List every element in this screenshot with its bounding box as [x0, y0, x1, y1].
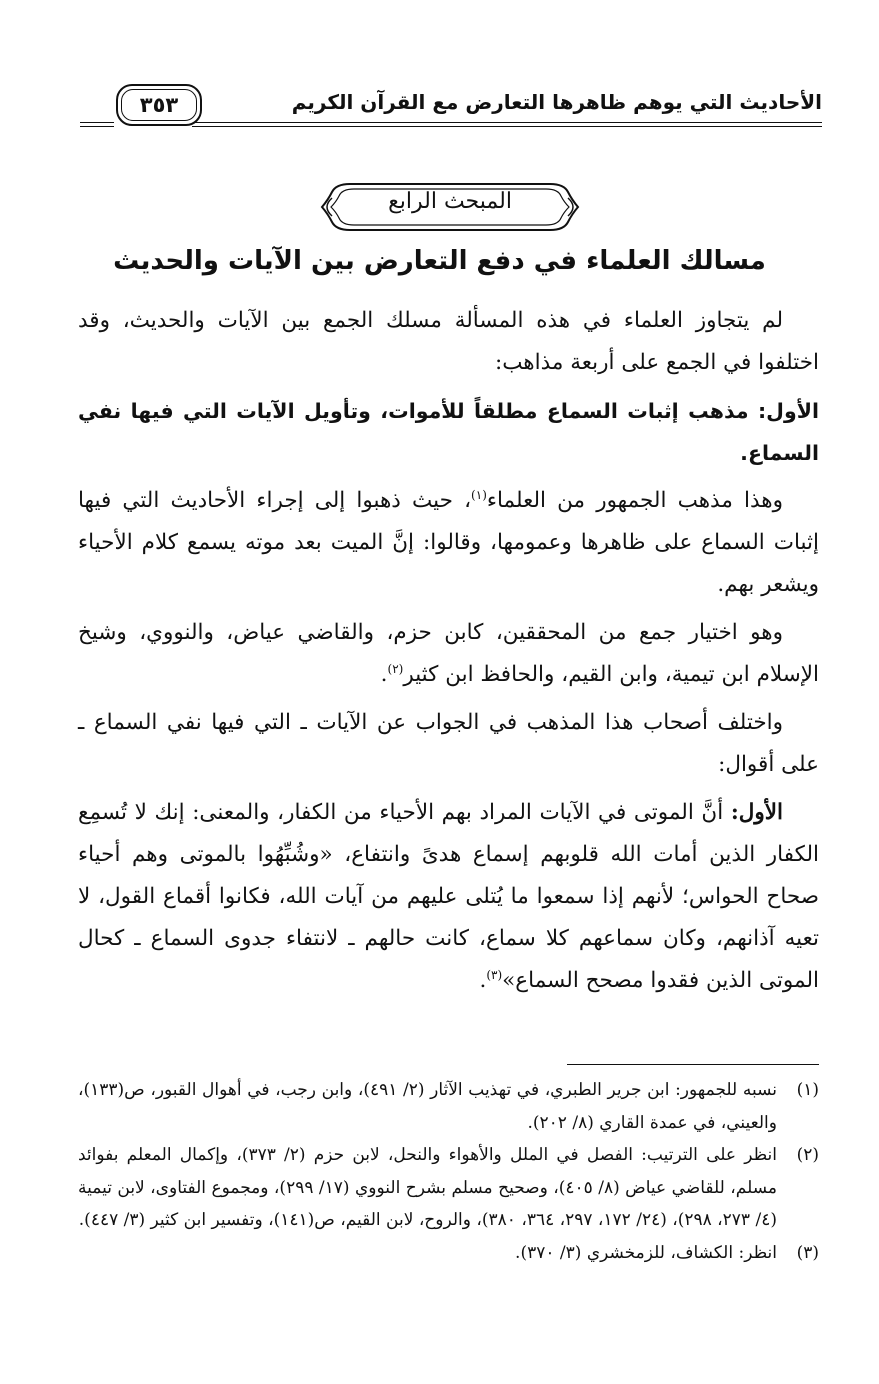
paragraph-6	[78, 792, 819, 1002]
paragraph-1: لم يتجاوز العلماء في هذه المسألة مسلك الجمع بين الآيات والحديث، وقد اختلفوا في الجمع على أربعة مذاهب:	[78, 308, 819, 375]
page-number-frame	[116, 84, 202, 126]
header-rule	[192, 122, 822, 127]
footnote-number: (١)	[796, 1080, 819, 1100]
paragraph-3-text: وهذا مذهب الجمهور من العلماء	[486, 488, 783, 513]
paragraph-4-end: .	[380, 662, 388, 687]
paragraph-5: واختلف أصحاب هذا المذهب في الجواب عن الآيات ـ التي فيها نفي السماع ـ على أقوال:	[78, 710, 819, 777]
footnote-ref-1[interactable]: (١)	[471, 487, 487, 502]
footnote-item	[78, 1237, 819, 1270]
paragraph-first-doctrine: الأول: مذهب إثبات السماع مطلقاً للأموات، وتأويل الآيات التي فيها نفي السماع.	[78, 399, 819, 465]
section-label: المبحث الرابع	[388, 189, 512, 214]
running-header	[80, 84, 822, 128]
paragraph-6-text: أنَّ الموتى في الآيات المراد بهم الأحياء من الكفار، والمعنى: إنك لا تُسمِع الكفار الذين أمات الله قلوبهم إسماع هدىً وانتفاع، «وشُبِّهُوا بالموتى وهم أحياء صحاح الحواس؛ لأنهم إذا سمعوا ما يُتلى عليهم من آيات الله، فكانوا أقماع القول، لا تعيه آذانهم، وكان سماعهم كلا سماع، كانت حالهم ـ لانتفاء جدوى السماع ـ كحال الموتى الذين فقدوا مصحح السماع»	[78, 800, 819, 993]
paragraph-4-text: وهو اختيار جمع من المحققين، كابن حزم، والقاضي عياض، والنووي، وشيخ الإسلام ابن تيمية، وابن القيم، والحافظ ابن كثير	[78, 620, 819, 687]
header-left-rule	[80, 122, 114, 127]
footnote-item	[78, 1139, 819, 1237]
footnote-text: نسبه للجمهور: ابن جرير الطبري، في تهذيب الآثار (٢/ ٤٩١)، وابن رجب، في أهوال القبور، ص(١٣٣)، والعيني، في عمدة القاري (٨/ ٢٠٢).	[78, 1080, 777, 1133]
footnote-text: انظر: الكشاف، للزمخشري (٣/ ٣٧٠).	[515, 1242, 777, 1263]
footnote-number: (٣)	[796, 1242, 819, 1263]
footnote-ref-3[interactable]: (٣)	[486, 967, 503, 982]
paragraph-6-lead: الأول:	[730, 800, 783, 825]
paragraph-6-end: .	[479, 968, 487, 993]
footnote-separator	[567, 1064, 819, 1065]
running-title: الأحاديث التي يوهم ظاهرها التعارض مع القرآن الكريم	[291, 90, 822, 114]
page-number: ٣٥٣	[139, 93, 179, 117]
footnote-number: (٢)	[796, 1145, 819, 1165]
section-banner	[320, 178, 580, 236]
paragraph-3-continuation: ، حيث ذهبوا إلى إجراء الأحاديث التي فيها إثبات السماع على ظاهرها وعمومها، وقالوا: إنَّ الميت بعد موته يسمع كلام الأحياء ويشعر بهم.	[78, 488, 819, 597]
footnotes	[78, 1074, 819, 1269]
paragraph-4	[78, 612, 819, 696]
footnote-text: انظر على الترتيب: الفصل في الملل والأهواء والنحل، لابن حزم (٢/ ٣٧٣)، وإكمال المعلم بفوائد مسلم، للقاضي عياض (٨/ ٤٠٥)، وصحيح مسلم بشرح النووي (١٧/ ٢٩٩)، ومجموع الفتاوى، لابن تيمية (٤/ ٢٧٣، ٢٩٨)، (٢٤/ ١٧٢، ٢٩٧، ٣٦٤، ٣٨٠)، والروح، لابن القيم، ص(١٤١)، وتفسير ابن كثير (٣/ ٤٤٧).	[78, 1145, 777, 1230]
section-heading: مسالك العلماء في دفع التعارض بين الآيات والحديث	[113, 246, 766, 276]
footnote-ref-2[interactable]: (٢)	[387, 661, 404, 676]
paragraph-3	[78, 480, 819, 606]
footnote-item	[78, 1074, 819, 1139]
body-text	[78, 300, 819, 1008]
